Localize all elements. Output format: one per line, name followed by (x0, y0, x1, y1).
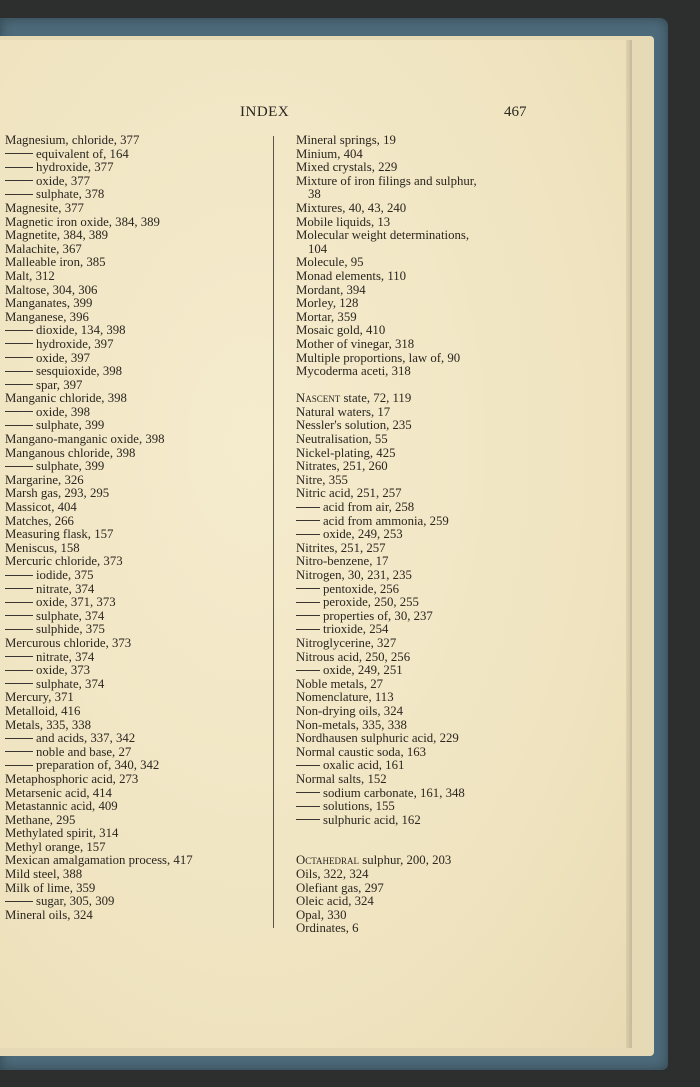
column-divider (273, 136, 274, 928)
index-entry (5, 161, 260, 175)
index-entry (296, 229, 532, 243)
index-entry (5, 882, 260, 896)
index-entry (296, 175, 532, 189)
index-entry-text: Methylated spirit, 314 (5, 826, 119, 841)
index-entry-text: Nitrous acid, 250, 256 (296, 649, 411, 664)
index-entry (296, 311, 532, 325)
index-entry-text: Multiple proportions, law of, 90 (296, 350, 461, 365)
index-entry-text: hydroxide, 377 (36, 160, 114, 175)
index-entry-text: Nitroglycerine, 327 (296, 635, 397, 650)
index-entry (296, 202, 532, 216)
index-entry (296, 651, 532, 665)
index-entry-text: Manganous chloride, 398 (5, 445, 136, 460)
index-entry-text: Meniscus, 158 (5, 540, 80, 555)
index-entry (296, 610, 532, 624)
index-entry (5, 243, 260, 257)
index-entry (296, 678, 532, 692)
index-entry-text: Marsh gas, 293, 295 (5, 486, 110, 501)
index-entry (5, 433, 260, 447)
ditto-dash (296, 534, 320, 535)
ditto-dash (296, 819, 320, 820)
index-entry-text: Minium, 404 (296, 146, 363, 161)
index-entry-text: Molecular weight determinations, (296, 228, 470, 243)
index-entry-text: pentoxide, 256 (323, 581, 400, 596)
ditto-dash (5, 615, 33, 616)
index-entry-text: Mixture of iron filings and sulphur, (296, 173, 477, 188)
index-entry (296, 773, 532, 787)
index-entry (296, 352, 532, 366)
ditto-dash (5, 357, 33, 358)
index-entry-text: Milk of lime, 359 (5, 880, 96, 895)
index-entry (5, 909, 260, 923)
index-entry (296, 569, 532, 583)
index-entry (5, 841, 260, 855)
index-entry (5, 311, 260, 325)
index-entry-text: Methyl orange, 157 (5, 839, 106, 854)
index-entry-text: Non-drying oils, 324 (296, 703, 403, 718)
index-entry-text: Nitric acid, 251, 257 (296, 486, 402, 501)
index-entry (296, 460, 532, 474)
index-entry-text: Malachite, 367 (5, 241, 82, 256)
index-entry (296, 433, 532, 447)
index-entry-text: Massicot, 404 (5, 500, 77, 515)
index-entry-text: sulphate, 399 (36, 459, 105, 474)
index-entry (296, 895, 532, 909)
index-entry (5, 569, 260, 583)
index-entry-text: spar, 397 (36, 377, 83, 392)
index-entry (5, 447, 260, 461)
index-column-left (5, 134, 260, 922)
index-entry-text: Malt, 312 (5, 268, 55, 283)
index-entry (5, 379, 260, 393)
index-entry (296, 256, 532, 270)
index-entry (5, 256, 260, 270)
index-entry (5, 678, 260, 692)
ditto-dash (5, 901, 33, 902)
index-entry (5, 787, 260, 801)
index-entry (5, 759, 260, 773)
index-entry (296, 664, 532, 678)
index-entry (5, 623, 260, 637)
index-entry (5, 868, 260, 882)
index-entry-text: oxide, 371, 373 (36, 595, 116, 610)
ditto-dash (296, 806, 320, 807)
index-entry-text: noble and base, 27 (36, 744, 132, 759)
index-entry (5, 773, 260, 787)
ditto-dash (5, 153, 33, 154)
index-entry (296, 542, 532, 556)
page-edge-shadow (626, 40, 632, 1048)
section-initial-word: Octahedral (296, 853, 360, 868)
index-entry-text: dioxide, 134, 398 (36, 323, 126, 338)
index-entry (296, 474, 532, 488)
index-entry-text: Oleic acid, 324 (296, 894, 374, 909)
index-entry (296, 732, 532, 746)
ditto-dash (5, 629, 33, 630)
index-entry-text: solutions, 155 (323, 799, 395, 814)
index-entry-text: Mother of vinegar, 318 (296, 336, 415, 351)
index-entry (5, 229, 260, 243)
index-entry (296, 909, 532, 923)
index-entry-text: Olefiant gas, 297 (296, 880, 384, 895)
index-entry-text: Nitrogen, 30, 231, 235 (296, 568, 412, 582)
index-entry (296, 216, 532, 230)
ditto-dash (5, 425, 33, 426)
index-entry (5, 487, 260, 501)
index-entry-text: nitrate, 374 (36, 581, 95, 596)
index-entry (5, 148, 260, 162)
index-entry (5, 691, 260, 705)
index-entry-text: sulphide, 375 (36, 622, 105, 637)
index-entry (296, 868, 532, 882)
index-entry-text: Non-metals, 335, 338 (296, 717, 407, 732)
ditto-dash (296, 765, 320, 766)
index-entry-text: Magnesite, 377 (5, 200, 84, 215)
ditto-dash (5, 656, 33, 657)
index-entry (296, 759, 532, 773)
index-entry (5, 827, 260, 841)
index-entry (5, 501, 260, 515)
index-entry-text: Metarsenic acid, 414 (5, 785, 112, 800)
index-entry (296, 161, 532, 175)
index-entry-text: Normal salts, 152 (296, 771, 387, 786)
ditto-dash (5, 343, 33, 344)
index-entry-text: acid from ammonia, 259 (323, 513, 449, 528)
index-entry-text: Manganese, 396 (5, 309, 89, 324)
ditto-dash (5, 738, 33, 739)
index-entry-text: iodide, 375 (36, 568, 94, 582)
index-entry-text: nitrate, 374 (36, 649, 95, 664)
index-entry (296, 596, 532, 610)
ditto-dash (5, 194, 33, 195)
index-entry (296, 134, 532, 148)
index-entry (5, 474, 260, 488)
index-entry (5, 746, 260, 760)
section-gap (296, 827, 532, 841)
index-entry (5, 596, 260, 610)
index-entry (5, 460, 260, 474)
index-entry (296, 419, 532, 433)
index-entry-text: sodium carbonate, 161, 348 (323, 785, 465, 800)
index-entry-text: Mercury, 371 (5, 690, 74, 705)
index-entry-text: Matches, 266 (5, 513, 74, 528)
index-entry-text: state, 72, 119 (340, 391, 412, 406)
index-entry-text: Mineral oils, 324 (5, 907, 93, 922)
index-entry (5, 515, 260, 529)
index-entry-text: Magnesium, chloride, 377 (5, 133, 140, 147)
index-entry-text: and acids, 337, 342 (36, 731, 136, 746)
index-entry-text: oxide, 377 (36, 173, 91, 188)
index-entry-text: Manganic chloride, 398 (5, 391, 127, 406)
ditto-dash (5, 371, 33, 372)
index-entry (5, 895, 260, 909)
index-entry-text: Nomenclature, 113 (296, 690, 394, 705)
index-entry-text: Molecule, 95 (296, 255, 364, 270)
index-entry-text: Metaphosphoric acid, 273 (5, 771, 139, 786)
index-entry-text: properties of, 30, 237 (323, 608, 433, 623)
ditto-dash (296, 615, 320, 616)
index-entry (5, 854, 260, 868)
index-entry (5, 651, 260, 665)
index-entry-text: Nessler's solution, 235 (296, 418, 412, 433)
index-entry (296, 365, 532, 379)
index-entry-text: Mineral springs, 19 (296, 133, 396, 147)
index-entry-text: sulphate, 374 (36, 608, 105, 623)
index-entry-text: Oils, 322, 324 (296, 867, 369, 882)
index-entry (5, 637, 260, 651)
ditto-dash (5, 765, 33, 766)
index-entry-text: Mobile liquids, 13 (296, 214, 391, 229)
index-entry-text: Noble metals, 27 (296, 676, 384, 691)
index-column-right (296, 134, 532, 936)
index-entry (5, 338, 260, 352)
index-entry-text: equivalent of, 164 (36, 146, 129, 161)
index-entry-text: sulphuric acid, 162 (323, 812, 421, 827)
section-gap (296, 841, 532, 855)
index-entry (5, 284, 260, 298)
index-entry (296, 392, 532, 406)
index-entry (296, 188, 532, 202)
index-entry (5, 270, 260, 284)
index-entry (5, 800, 260, 814)
index-entry (296, 324, 532, 338)
index-entry-text: Normal caustic soda, 163 (296, 744, 427, 759)
index-entry-text: Malleable iron, 385 (5, 255, 106, 270)
index-entry (296, 406, 532, 420)
index-entry-text: sulphate, 399 (36, 418, 105, 433)
index-entry-text: Margarine, 326 (5, 472, 84, 487)
section-gap (296, 379, 532, 393)
index-entry-text: Mosaic gold, 410 (296, 323, 386, 338)
index-entry-text: Opal, 330 (296, 907, 347, 922)
index-entry-text: Morley, 128 (296, 296, 359, 311)
index-entry (296, 583, 532, 597)
index-entry-text: Mixed crystals, 229 (296, 160, 398, 175)
index-entry (5, 732, 260, 746)
index-entry-text: Nickel-plating, 425 (296, 445, 396, 460)
index-entry-text: oxalic acid, 161 (323, 758, 405, 773)
ditto-dash (5, 180, 33, 181)
ditto-dash (5, 466, 33, 467)
index-entry (296, 800, 532, 814)
index-entry (296, 637, 532, 651)
index-entry-text: trioxide, 254 (323, 622, 389, 637)
index-entry (296, 854, 532, 868)
index-entry-text: Monad elements, 110 (296, 268, 407, 283)
index-entry (5, 324, 260, 338)
index-entry (5, 705, 260, 719)
index-entry (5, 175, 260, 189)
index-entry-text: oxide, 249, 251 (323, 663, 403, 678)
ditto-dash (296, 792, 320, 793)
ditto-dash (5, 602, 33, 603)
index-entry-text: 38 (308, 187, 321, 202)
index-entry (296, 922, 532, 936)
index-entry-text: acid from air, 258 (323, 500, 415, 515)
index-entry-text: 104 (308, 241, 328, 256)
index-entry-text: Ordinates, 6 (296, 921, 359, 936)
index-entry (296, 501, 532, 515)
index-entry-text: preparation of, 340, 342 (36, 758, 160, 773)
index-entry-text: Measuring flask, 157 (5, 527, 114, 542)
ditto-dash (296, 588, 320, 589)
ditto-dash (5, 384, 33, 385)
index-entry (5, 555, 260, 569)
index-entry-text: Nitrites, 251, 257 (296, 540, 386, 555)
index-entry-text: sesquioxide, 398 (36, 364, 123, 379)
index-entry-text: sulphur, 200, 203 (359, 853, 452, 868)
index-entry (296, 447, 532, 461)
page-title: INDEX (240, 104, 290, 120)
ditto-dash (296, 602, 320, 603)
index-entry (5, 297, 260, 311)
index-entry (296, 148, 532, 162)
index-entry (296, 746, 532, 760)
index-entry (296, 528, 532, 542)
ditto-dash (5, 575, 33, 576)
index-entry (296, 623, 532, 637)
index-entry (5, 392, 260, 406)
index-entry (296, 705, 532, 719)
index-entry-text: Maltose, 304, 306 (5, 282, 98, 297)
index-entry (5, 583, 260, 597)
index-entry-text: Mordant, 394 (296, 282, 366, 297)
index-entry-text: Mangano-manganic oxide, 398 (5, 432, 165, 447)
index-entry-text: Metals, 335, 338 (5, 717, 92, 732)
ditto-dash (296, 507, 320, 508)
index-entry (296, 719, 532, 733)
index-entry-text: oxide, 397 (36, 350, 91, 365)
index-entry-text: Mycoderma aceti, 318 (296, 364, 411, 379)
index-entry (5, 406, 260, 420)
index-entry-text: Mixtures, 40, 43, 240 (296, 200, 407, 215)
index-entry-text: Mortar, 359 (296, 309, 357, 324)
ditto-dash (296, 670, 320, 671)
index-entry (5, 188, 260, 202)
section-initial-word: Nascent (296, 391, 341, 406)
index-entry (296, 270, 532, 284)
index-entry (5, 542, 260, 556)
index-entry (5, 419, 260, 433)
index-entry (5, 365, 260, 379)
index-entry-text: Methane, 295 (5, 812, 76, 827)
index-entry (296, 787, 532, 801)
index-entry-text: Mild steel, 388 (5, 867, 83, 882)
index-entry-text: sugar, 305, 309 (36, 894, 115, 909)
index-entry-text: Magnetite, 384, 389 (5, 228, 109, 243)
index-entry-text: Mercurous chloride, 373 (5, 635, 132, 650)
page-number: 467 (504, 104, 527, 120)
index-entry-text: oxide, 373 (36, 663, 91, 678)
index-entry (5, 134, 260, 148)
index-entry-text: Manganates, 399 (5, 296, 93, 311)
index-entry (5, 216, 260, 230)
index-entry (5, 202, 260, 216)
ditto-dash (5, 670, 33, 671)
index-entry (296, 284, 532, 298)
index-entry (5, 352, 260, 366)
index-entry-text: Nitrates, 251, 260 (296, 459, 388, 474)
index-entry (296, 243, 532, 257)
index-entry (296, 515, 532, 529)
index-entry-text: Metalloid, 416 (5, 703, 81, 718)
ditto-dash (5, 588, 33, 589)
ditto-dash (5, 330, 33, 331)
ditto-dash (5, 411, 33, 412)
index-entry-text: hydroxide, 397 (36, 336, 114, 351)
index-entry-text: Metastannic acid, 409 (5, 799, 118, 814)
index-entry (5, 610, 260, 624)
index-entry (5, 814, 260, 828)
index-entry-text: sulphate, 378 (36, 187, 105, 202)
ditto-dash (296, 520, 320, 521)
index-entry-text: Mexican amalgamation process, 417 (5, 853, 193, 868)
index-entry (5, 719, 260, 733)
index-entry (296, 882, 532, 896)
ditto-dash (296, 629, 320, 630)
index-entry (5, 528, 260, 542)
ditto-dash (5, 751, 33, 752)
index-entry (296, 297, 532, 311)
index-entry (296, 814, 532, 828)
running-head (0, 104, 630, 124)
index-entry-text: peroxide, 250, 255 (323, 595, 419, 610)
index-entry (296, 691, 532, 705)
index-entry-text: sulphate, 374 (36, 676, 105, 691)
ditto-dash (5, 683, 33, 684)
index-entry-text: Nitro-benzene, 17 (296, 554, 389, 569)
index-entry (296, 487, 532, 501)
index-entry (296, 555, 532, 569)
index-entry (296, 338, 532, 352)
ditto-dash (5, 167, 33, 168)
index-entry-text: Nordhausen sulphuric acid, 229 (296, 731, 459, 746)
index-entry-text: oxide, 249, 253 (323, 527, 403, 542)
index-entry-text: Mercuric chloride, 373 (5, 554, 123, 569)
index-entry-text: Natural waters, 17 (296, 404, 391, 419)
index-entry-text: Nitre, 355 (296, 472, 348, 487)
index-entry (5, 664, 260, 678)
index-entry-text: Neutralisation, 55 (296, 432, 388, 447)
index-entry-text: oxide, 398 (36, 404, 91, 419)
index-entry-text: Magnetic iron oxide, 384, 389 (5, 214, 160, 229)
